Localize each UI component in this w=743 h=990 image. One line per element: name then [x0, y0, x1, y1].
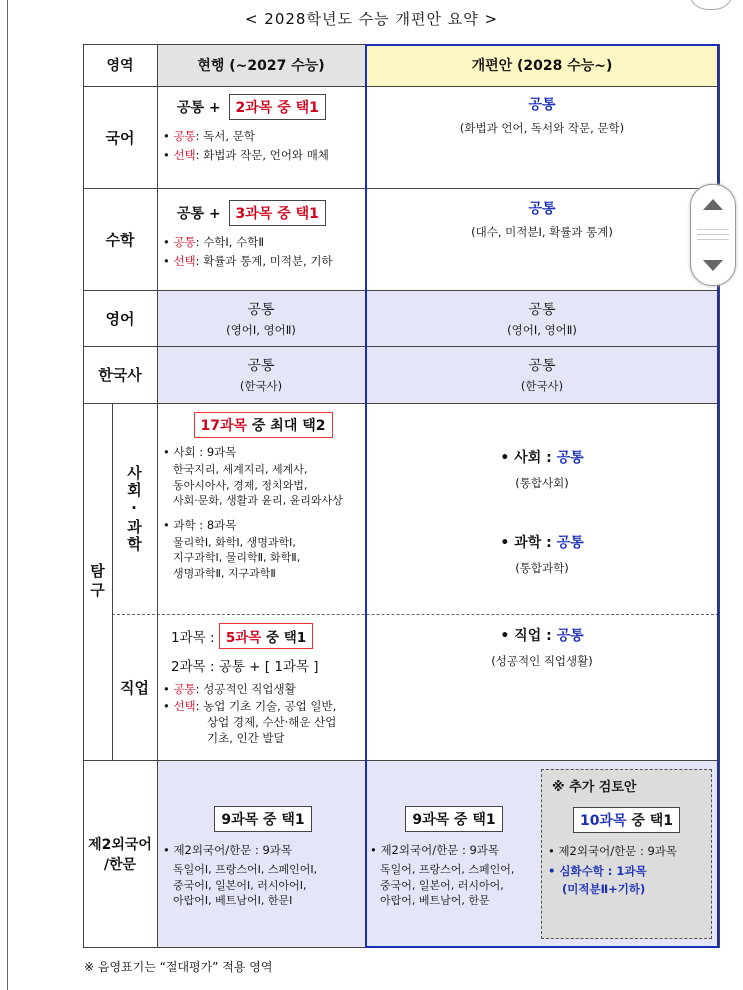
social-list-3: 사회·문화, 생활과 윤리, 윤리와사상: [173, 494, 343, 507]
extra-review-box: [541, 769, 712, 939]
lang2-reform: [370, 806, 538, 909]
area-english: 영어: [105, 309, 135, 328]
voc-line1-red: 5과목: [225, 630, 262, 646]
social-science-current: [163, 412, 363, 581]
page-left-border: [7, 0, 8, 990]
science-list-3: 생명과학Ⅱ, 지구과학Ⅱ: [173, 566, 276, 580]
lang2-name-2: /한문: [103, 856, 137, 873]
extra-line-2: • 심화수학 : 1과목: [548, 864, 647, 878]
lang2-new-box: 9과목 중 택1: [405, 806, 502, 832]
math-current: 공통 + 3과목 중 택1 • 공통: 수학Ⅰ, 수학Ⅱ • 선택: 확률과 통계, 미적분, 기하: [163, 200, 363, 269]
math-common: : 수학Ⅰ, 수학Ⅱ: [195, 235, 265, 249]
social-head: • 사회 : 9과목: [163, 445, 237, 459]
voc-line2: 2과목 : 공통 + [ 1과목 ]: [171, 659, 319, 675]
korean-common-label: 공통: [173, 129, 196, 143]
new-science-label: • 과학 :: [500, 535, 552, 551]
extra-line-3: (미적분Ⅱ+기하): [562, 882, 646, 896]
social-list-1: 한국지리, 세계지리, 세계사,: [173, 463, 308, 476]
area-social-science: 사회·과학: [125, 464, 143, 553]
voc-common-label: 공통: [173, 682, 196, 696]
extra-line-1: • 제2외국어/한문 : 9과목: [548, 844, 678, 858]
voc-line1-prefix: 1과목 :: [171, 630, 215, 646]
history-cur-title: 공통: [247, 358, 275, 374]
voc-line1-rest: 중 택1: [266, 630, 307, 646]
scroll-grip-line: [697, 234, 729, 235]
lang2-new-list-3: 아랍어, 베트남어, 한문: [380, 894, 490, 907]
english-cur-title: 공통: [247, 301, 275, 318]
history-reform: [365, 346, 719, 403]
english-new-title: 공통: [528, 301, 556, 318]
science-reform: [367, 532, 717, 576]
vocational-current: 1과목 : 5과목 중 택1 2과목 : 공통 + [ 1과목 ] • 공통: 성공적인 직업생활 • 선택: 농업 기초 기술, 공업 일반, 상업 경제, 수산·해운 산업 기초, 인간 발달: [163, 623, 363, 746]
area-inquiry: 탐구: [88, 562, 106, 601]
korean-new-detail: (화법과 언어, 독서와 작문, 문학): [459, 121, 625, 135]
lang2-cur-list-3: 아랍어Ⅰ, 베트남어Ⅰ, 한문Ⅰ: [173, 894, 293, 907]
korean-new-title: 공통: [528, 97, 556, 113]
area-second-language: [83, 760, 157, 947]
footnote: ※ 음영표기는 “절대평가” 적용 영역: [84, 960, 273, 974]
extra-box-blue: 10과목: [579, 813, 627, 829]
ss-box-red: 17과목: [200, 418, 248, 434]
page-title: < 2028학년도 수능 개편안 요약 >: [244, 10, 499, 28]
korean-common: : 독서, 문학: [195, 129, 255, 143]
korean-cur-box: 2과목 중 택1: [229, 94, 326, 120]
english-new-detail: (영어Ⅰ, 영어Ⅱ): [507, 322, 577, 337]
math-select-label: 선택: [173, 254, 196, 268]
lang2-name-1: 제2외국어: [88, 836, 152, 853]
area-korean: 국어: [105, 128, 135, 147]
header-area: 영역: [106, 58, 134, 74]
math-cur-box: 3과목 중 택1: [229, 200, 326, 226]
scroll-widget[interactable]: [690, 184, 736, 286]
social-reform: [367, 447, 717, 491]
math-new-title: 공통: [528, 201, 556, 217]
new-voc-label: • 직업 :: [500, 628, 552, 644]
new-social-value: 공통: [556, 450, 584, 466]
grid-line: [719, 44, 720, 948]
voc-select-3: 기초, 인간 발달: [207, 731, 285, 745]
lang2-cur-box: 9과목 중 택1: [214, 806, 311, 832]
new-science-value: 공통: [556, 535, 584, 551]
header-current: 현행 (~2027 수능): [197, 58, 325, 74]
science-head: • 과학 : 8과목: [163, 517, 237, 532]
social-list-2: 동아시아사, 경제, 정치와법,: [173, 478, 308, 492]
scroll-up-icon[interactable]: [703, 199, 723, 210]
scroll-grip-line: [697, 239, 729, 240]
grid-line: [157, 44, 158, 948]
new-voc-value: 공통: [556, 628, 584, 644]
area-math: 수학: [105, 230, 135, 249]
voc-common: : 성공적인 직업생활: [195, 682, 296, 696]
lang2-new-head: • 제2외국어/한문 : 9과목: [370, 843, 500, 857]
history-new-title: 공통: [528, 358, 556, 374]
korean-cur-prefix: 공통 +: [177, 100, 221, 116]
extra-title: ※ 추가 검토안: [552, 780, 637, 795]
voc-select-label: 선택: [173, 699, 196, 713]
header-reform: 개편안 (2028 수능~): [471, 58, 613, 74]
korean-select-label: 선택: [173, 148, 196, 162]
new-social-label: • 사회 :: [500, 450, 552, 466]
korean-reform: [367, 94, 717, 136]
english-cur-detail: (영어Ⅰ, 영어Ⅱ): [226, 322, 296, 337]
lang2-new-list-1: 독일어, 프랑스어, 스페인어,: [380, 863, 515, 876]
math-cur-prefix: 공통 +: [177, 206, 221, 222]
history-current: [157, 346, 365, 403]
extra-box-rest: 중 택1: [631, 813, 674, 829]
math-new-detail: (대수, 미적분Ⅰ, 확률과 통계): [471, 225, 613, 239]
new-science-detail: (통합과학): [515, 561, 569, 575]
lang2-cur-list-1: 독일어Ⅰ, 프랑스어Ⅰ, 스페인어Ⅰ,: [173, 863, 318, 876]
scroll-grip-line: [697, 229, 729, 230]
korean-select: : 화법과 작문, 언어와 매체: [195, 148, 329, 162]
new-social-detail: (통합사회): [515, 476, 569, 490]
math-reform: [367, 198, 717, 240]
area-vocational: 직업: [120, 678, 149, 697]
history-cur-detail: (한국사): [239, 379, 283, 393]
lang2-cur-head: • 제2외국어/한문 : 9과목: [163, 843, 293, 857]
scroll-down-icon[interactable]: [703, 260, 723, 271]
lang2-new-list-2: 중국어, 일본어, 러시아어,: [380, 878, 504, 892]
voc-select-1: : 농업 기초 기술, 공업 일반,: [195, 699, 337, 713]
science-list-1: 물리학Ⅰ, 화학Ⅰ, 생명과학Ⅰ,: [173, 535, 296, 549]
english-current: [157, 290, 365, 346]
voc-select-2: 상업 경제, 수산·해운 산업: [207, 715, 337, 729]
math-common-label: 공통: [173, 235, 196, 249]
science-list-2: 지구과학Ⅰ, 물리학Ⅱ, 화학Ⅱ,: [173, 551, 301, 564]
korean-current: 공통 + 2과목 중 택1 • 공통: 독서, 문학 • 선택: 화법과 작문, 언어와 매체: [163, 94, 363, 163]
ss-box-rest: 중 최대 택2: [251, 418, 326, 434]
lang2-current: [163, 806, 363, 909]
lang2-cur-list-2: 중국어Ⅰ, 일본어Ⅰ, 러시아어Ⅰ,: [173, 878, 307, 892]
new-voc-detail: (성공적인 직업생활): [491, 654, 593, 668]
math-select: : 확률과 통계, 미적분, 기하: [195, 254, 333, 268]
area-history: 한국사: [98, 366, 142, 384]
vocational-reform: [367, 625, 717, 669]
history-new-detail: (한국사): [520, 379, 564, 393]
english-reform: [365, 290, 719, 346]
